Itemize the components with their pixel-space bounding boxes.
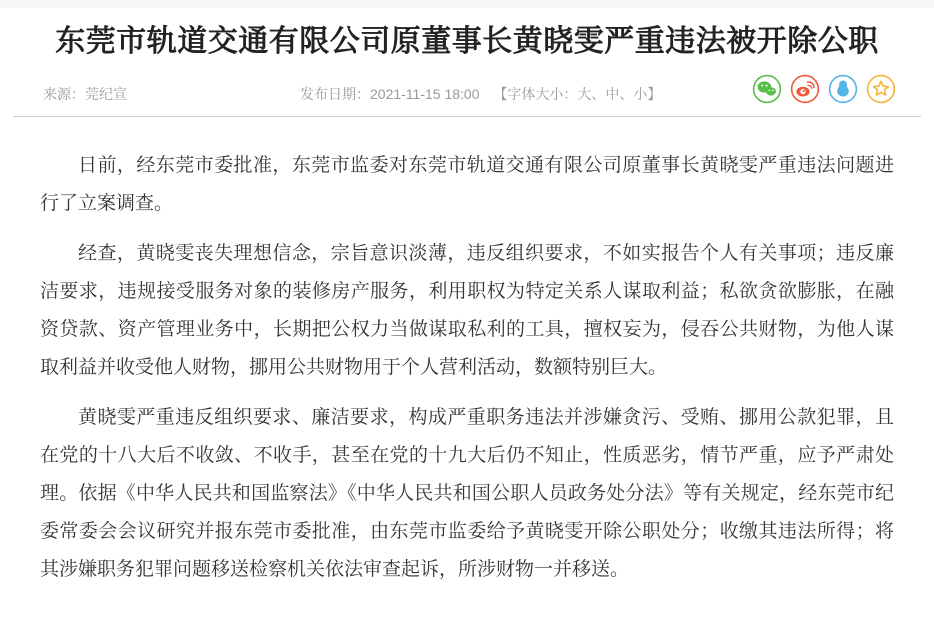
font-size-small-button[interactable]: 小 xyxy=(633,86,648,102)
qzone-star-icon xyxy=(866,74,896,104)
publish-date-label: 发布日期： xyxy=(300,86,370,102)
share-qq-button[interactable] xyxy=(828,74,858,104)
font-size-separator: 、 xyxy=(591,86,606,102)
publish-date-value: 2021-11-15 18:00 xyxy=(370,86,480,102)
source-label: 来源：莞纪宣 xyxy=(43,86,127,102)
font-size-suffix: 】 xyxy=(647,86,662,102)
qq-icon xyxy=(828,74,858,104)
font-size-separator: 、 xyxy=(619,86,634,102)
font-size-control xyxy=(493,86,661,102)
article-body xyxy=(0,117,934,589)
article-paragraph: 黄晓雯严重违反组织要求、廉洁要求，构成严重职务违法并涉嫌贪污、受贿、挪用公款犯罪，且在党的十八大后不收敛、不收手，甚至在党的十九大后仍不知止，性质恶劣，情节严重，应予严肃处理。依据《中华人民共和国监察法》《中华人民共和国公职人员政务处分法》等有关规定，经东莞市纪委常委会会议研究并报东莞市委批准，由东莞市监委给予黄晓雯开除公职处分；收缴其违法所得；将其涉嫌职务犯罪问题移送检察机关依法审查起诉，所涉财物一并移送。 xyxy=(40,407,894,580)
article-paragraph: 日前，经东莞市委批准，东莞市监委对东莞市轨道交通有限公司原董事长黄晓雯严重违法问题进行了立案调查。 xyxy=(40,155,894,214)
weibo-icon xyxy=(790,74,820,104)
share-weibo-button[interactable] xyxy=(790,74,820,104)
article-meta xyxy=(0,72,934,116)
wechat-icon xyxy=(752,74,782,104)
article-paragraph: 经查，黄晓雯丧失理想信念，宗旨意识淡薄，违反组织要求，不如实报告个人有关事项；违反廉洁要求，违规接受服务对象的装修房产服务，利用职权为特定关系人谋取利益；私欲贪欲膨胀，在融资贷款、资产管理业务中，长期把公权力当做谋取私利的工具，擅权妄为，侵吞公共财物，为他人谋取利益并收受他人财物，挪用公共财物用于个人营利活动，数额特别巨大。 xyxy=(40,243,894,378)
share-wechat-button[interactable] xyxy=(752,74,782,104)
font-size-prefix: 【字体大小： xyxy=(493,86,578,102)
top-strip xyxy=(0,0,934,8)
share-qzone-button[interactable] xyxy=(866,74,896,104)
share-buttons xyxy=(752,74,896,104)
article-title: 东莞市轨道交通有限公司原董事长黄晓雯严重违法被开除公职 xyxy=(55,25,879,58)
font-size-medium-button[interactable]: 中 xyxy=(605,86,620,102)
publish-info xyxy=(300,84,661,104)
font-size-large-button[interactable]: 大 xyxy=(577,86,592,102)
